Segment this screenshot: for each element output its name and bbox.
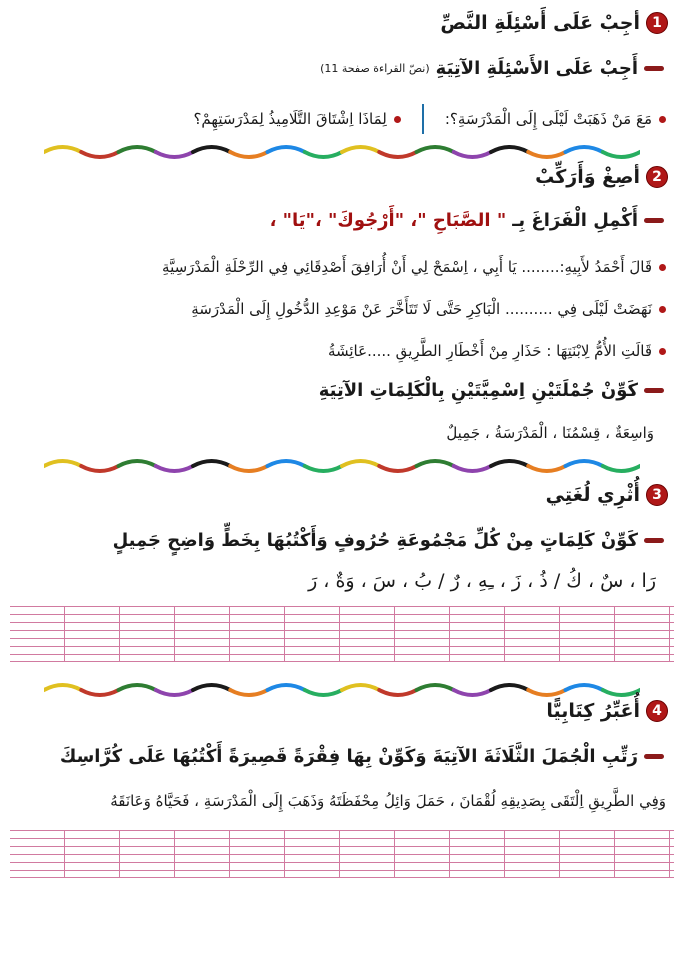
- wave-segment: [119, 685, 156, 690]
- section-3-instruction-text: كَوِّنْ كَلِمَاتٍ مِنْ كُلِّ مَجْمُوعَةِ حُرُوفٍ وَأَكْتُبُهَا بِخَطٍّ وَاضِحٍ جَمِيلٍ: [112, 530, 638, 551]
- section-2-line-2: [191, 300, 666, 318]
- section-1-instruction-note: (نصّ القراءة صفحة 11): [320, 62, 430, 75]
- dash-marker-icon: [644, 538, 664, 543]
- section-2-title: أصِغْ وَأَرَكِّبْ: [535, 166, 640, 188]
- bullet-icon: [659, 264, 666, 271]
- fill-sentence-2: نَهَضَتْ لَيْلَى فِي .......... الْبَاكِرِ حَتَّى لَا تَتَأَخَّرَ عَنْ مَوْعِدِ الدُّخُولِ إِلَى الْمَدْرَسَةِ: [191, 300, 652, 318]
- bullet-icon: [659, 306, 666, 313]
- wave-segment: [119, 461, 156, 466]
- section-1-header: [440, 12, 668, 34]
- wave-segment: [119, 147, 156, 152]
- wave-segment: [44, 147, 81, 152]
- dash-marker-icon: [644, 754, 664, 759]
- wave-segment: [417, 147, 454, 152]
- wave-segment: [528, 690, 565, 695]
- fill-sentence-1: قَالَ أَحْمَدُ لأَبِيهِ:........ يَا أَبِي ، اِسْمَحْ لِي أَنْ أُرَافِقَ أَصْدِقَائِي فِي الرِّحْلَةِ الْمَدْرَسِيَّةِ: [162, 258, 652, 276]
- wave-segment: [603, 152, 640, 157]
- section-1-number: 1: [646, 12, 668, 34]
- wave-segment: [342, 685, 379, 690]
- wave-segment: [603, 690, 640, 695]
- question-1: مَعَ مَنْ ذَهَبَتْ لَيْلَى إِلَى الْمَدْرَسَةِ؟:: [444, 110, 652, 128]
- wave-segment: [44, 685, 81, 690]
- wave-segment: [230, 466, 267, 471]
- wave-segment: [528, 152, 565, 157]
- section-2-line-1: [162, 258, 666, 276]
- wave-segment: [268, 147, 305, 152]
- wave-segment: [491, 147, 528, 152]
- wave-segment: [81, 466, 118, 471]
- section-2-word-list: وَاسِعَةٌ ، قِسْمُنَا ، الْمَدْرَسَةُ ، جَمِيلٌ: [446, 424, 654, 442]
- wave-segment: [379, 690, 416, 695]
- decorative-wave-divider: [44, 140, 640, 164]
- handwriting-lines-2: [10, 830, 674, 878]
- section-2-number: 2: [646, 166, 668, 188]
- wave-segment: [268, 461, 305, 466]
- section-2-line-3: [328, 342, 666, 360]
- wave-segment: [81, 690, 118, 695]
- section-2-fill-words: " الصَّبَاحِ "، "أَرْجُوكَ" ،"يَا" ،: [269, 210, 507, 231]
- wave-segment: [81, 152, 118, 157]
- wave-segment: [193, 685, 230, 690]
- section-1-instruction-text: أَجِبْ عَلَى الأَسْئِلَةِ الآتِيَةِ: [435, 58, 638, 79]
- wave-segment: [305, 466, 342, 471]
- wave-segment: [156, 466, 193, 471]
- wave-segment: [491, 685, 528, 690]
- section-3-header: [546, 484, 668, 506]
- section-2-instruction-2-text: كَوِّنْ جُمْلَتَيْنِ اِسْمِيَّتَيْنِ بِالْكَلِمَاتِ الآتِيَةِ: [318, 380, 638, 401]
- bullet-icon: [394, 116, 401, 123]
- wave-segment: [454, 466, 491, 471]
- wave-segment: [454, 152, 491, 157]
- wave-segment: [305, 690, 342, 695]
- wave-segment: [417, 685, 454, 690]
- fill-sentence-3: قَالَتِ الأُمُّ لِابْنَتِهَا : حَذَارِ مِنْ أَخْطَارِ الطَّرِيقِ .....عَائِشَةُ: [327, 342, 652, 360]
- wave-segment: [417, 461, 454, 466]
- letter-groups: رَا ، سٌ ، كُ / ذُ ، زَ ، ـِهِ ، رٌ / بُ ، سَ ، وَةٌ ، رَ: [308, 570, 656, 592]
- wave-segment: [156, 690, 193, 695]
- section-4-title: أُعَبِّرُ كِتَابِيًّا: [546, 700, 640, 722]
- section-3-instruction: [113, 530, 664, 551]
- section-2-instruction-1: [270, 210, 664, 231]
- wave-segment: [379, 466, 416, 471]
- section-2-instruction-2: [319, 380, 664, 401]
- dash-marker-icon: [644, 218, 664, 223]
- wave-segment: [44, 461, 81, 466]
- question-separator: [422, 104, 424, 134]
- section-4-header: [546, 700, 668, 722]
- section-4-instruction-text: رَتِّبِ الْجُمَلَ الثَّلَاثَةَ الآتِيَةَ وَكَوِّنْ بِهَا فِقْرَةً قَصِيرَةً أَكْتُبُهَا عَلَى كُرَّاسِكَ: [59, 746, 638, 767]
- question-2: لِمَاذَا اِشْتَاقَ التَّلَامِيذُ لِمَدْرَسَتِهِمْ؟: [193, 110, 387, 128]
- wave-segment: [491, 461, 528, 466]
- section-1-questions: [193, 104, 666, 134]
- decorative-wave-divider: [44, 454, 640, 478]
- wave-segment: [193, 147, 230, 152]
- wave-segment: [566, 147, 603, 152]
- section-4-instruction: [60, 746, 664, 767]
- wave-segment: [193, 461, 230, 466]
- wave-segment: [603, 466, 640, 471]
- wave-segment: [379, 152, 416, 157]
- wave-segment: [566, 461, 603, 466]
- section-4-sentences: وَفِي الطَّرِيقِ اِلْتَقَى بِصَدِيقِهِ لُقْمَانَ ، حَمَلَ وَائِلُ مِحْفَظَتَهُ وَذَهَبَ إِلَى الْمَدْرَسَةِ ، فَحَيَّاهُ وَعَانَقَهُ: [110, 792, 666, 810]
- decorative-wave-divider: [44, 678, 640, 702]
- bullet-icon: [659, 348, 666, 355]
- dash-marker-icon: [644, 66, 664, 71]
- wave-segment: [268, 685, 305, 690]
- section-3-number: 3: [646, 484, 668, 506]
- section-2-header: [535, 166, 668, 188]
- wave-segment: [230, 690, 267, 695]
- handwriting-lines-1: [10, 606, 674, 662]
- section-1-instruction: [320, 58, 664, 79]
- section-1-title: أجِبْ عَلَى أَسْئِلَةِ النَّصِّ: [440, 12, 640, 34]
- section-3-title: أُثْرِي لُغَتِي: [545, 484, 640, 506]
- bullet-icon: [659, 116, 666, 123]
- wave-segment: [342, 461, 379, 466]
- section-2-instruction-1-text: أَكْمِلِ الْفَرَاغَ بِـ: [512, 210, 638, 231]
- wave-segment: [230, 152, 267, 157]
- wave-segment: [342, 147, 379, 152]
- dash-marker-icon: [644, 388, 664, 393]
- wave-segment: [305, 152, 342, 157]
- wave-segment: [156, 152, 193, 157]
- wave-segment: [454, 690, 491, 695]
- section-4-number: 4: [646, 700, 668, 722]
- wave-segment: [528, 466, 565, 471]
- wave-segment: [566, 685, 603, 690]
